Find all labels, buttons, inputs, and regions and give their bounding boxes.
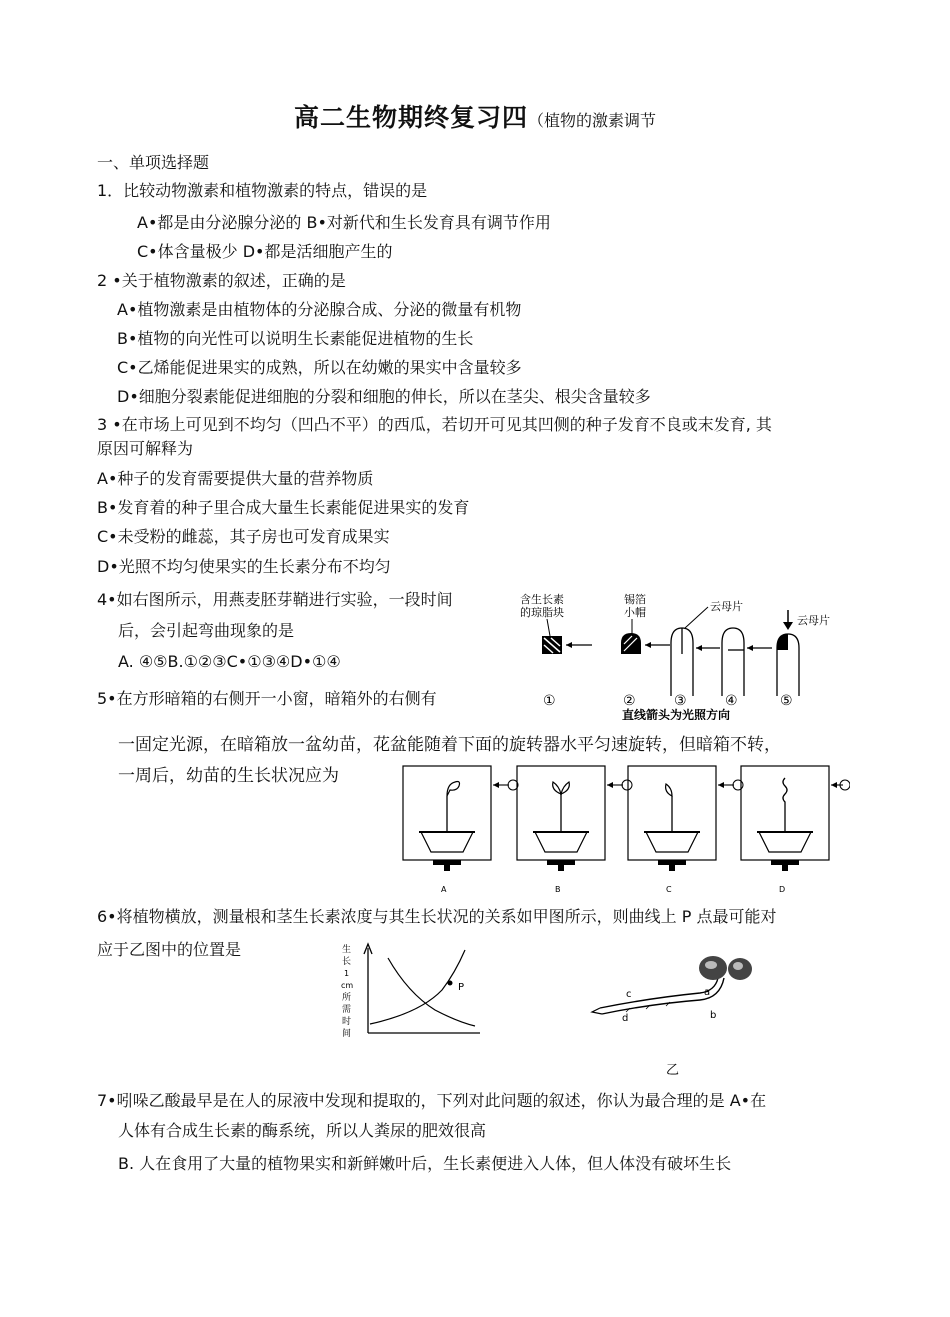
yi-seedling — [592, 956, 752, 1024]
ylabel-char-7: 时 — [342, 1017, 352, 1027]
fig-label-agar-2: 的琼脂块 — [520, 606, 564, 619]
q7-stem-line1: 7•吲哚乙酸最早是在人的尿液中发现和提取的，下列对此问题的叙述，你认为最合理的是 A•在 — [97, 1091, 767, 1110]
curve-stem — [370, 950, 465, 1024]
box-c — [628, 766, 743, 894]
fig-num-3: ③ — [674, 693, 687, 709]
point-b-label: b — [710, 1010, 717, 1021]
q6-figures — [330, 938, 800, 1078]
point-a-label: a — [704, 987, 711, 998]
yi-label: 乙 — [666, 1063, 680, 1078]
q1-options-cd: C•体含量极少 D•都是活细胞产生的 — [137, 242, 393, 261]
q2-option-c: C•乙烯能促进果实的成熟，所以在幼嫩的果实中含量较多 — [117, 358, 522, 377]
ylabel-char-1: 生 — [342, 945, 352, 955]
q2-option-d: D•细胞分裂素能促进细胞的分裂和细胞的伸长，所以在茎尖、根尖含量较多 — [117, 387, 651, 406]
q6-stem-line2: 应于乙图中的位置是 — [97, 940, 242, 959]
fig-num-2: ② — [623, 693, 636, 709]
fig-label-mica-1: 云母片 — [710, 600, 743, 613]
light-arrow-2 — [645, 642, 670, 648]
fig-num-4: ④ — [725, 693, 738, 709]
agar-pointer-line — [547, 619, 550, 636]
q4-stem-line2: 后，会引起弯曲现象的是 — [118, 621, 295, 640]
light-arrow-3 — [696, 645, 720, 651]
point-p — [448, 981, 453, 986]
q5-stem-line2: 一固定光源，在暗箱放一盆幼苗，花盆能随着下面的旋转器水平匀速旋转，但暗箱不转， — [118, 735, 781, 755]
section-heading: 一、单项选择题 — [97, 153, 210, 172]
q6-stem-line1: 6•将植物横放，测量根和茎生长素浓度与其生长状况的关系如甲图所示，则曲线上 P 点最可能对 — [97, 907, 777, 926]
q2-option-a: A•植物激素是由植物体的分泌腺合成、分泌的微量有机物 — [117, 300, 522, 319]
q4-options: A. ④⑤B.①②③C•①③④D•①④ — [118, 652, 341, 671]
box-d-label: D — [779, 885, 786, 894]
title-main: 高二生物期终复习四 — [293, 103, 528, 132]
q4-coleoptile-figure — [500, 588, 850, 720]
fig-label-agar-1: 含生长素 — [520, 593, 564, 606]
point-c-label: c — [626, 989, 632, 1000]
light-arrow-4 — [747, 645, 772, 651]
title-sub: （植物的激素调节 — [528, 111, 657, 130]
q5-stem-line3: 一周后，幼苗的生长状况应为 — [118, 766, 339, 786]
box-b — [517, 766, 632, 894]
mica1-pointer-line — [685, 607, 708, 628]
ylabel-char-8: 间 — [342, 1029, 352, 1039]
q3-option-d: D•光照不均匀使果实的生长素分布不均匀 — [97, 557, 391, 576]
q1-options-ab: A•都是由分泌腺分泌的 B•对新代和生长发育具有调节作用 — [137, 213, 551, 232]
sprout-3-mica — [671, 628, 693, 696]
sprout-2-foil-cap — [621, 633, 641, 654]
ylabel-char-4: cm — [341, 981, 354, 990]
fig-label-foil-2: 小帽 — [624, 606, 646, 619]
q7-option-b: B. 人在食用了大量的植物果实和新鲜嫩叶后，生长素便进入人体，但人体没有破坏生长 — [118, 1154, 732, 1173]
q4-stem-line1: 4•如右图所示，用燕麦胚芽鞘进行实验，一段时间 — [97, 590, 453, 609]
fig-label-mica-2: 云母片 — [797, 614, 830, 627]
sprout-4-mica — [722, 628, 744, 696]
q5-stem: 5•在方形暗箱的右侧开一小窗，暗箱外的右侧有 — [97, 689, 437, 708]
q2-option-b: B•植物的向光性可以说明生长素能促进植物的生长 — [117, 329, 474, 348]
fig-caption: 直线箭头为光照方向 — [622, 708, 731, 720]
box-b-label: B — [555, 885, 561, 894]
point-p-label: P — [458, 982, 465, 993]
q3-option-a: A•种子的发育需要提供大量的营养物质 — [97, 469, 374, 488]
q3-option-b: B•发育着的种子里合成大量生长素能促进果实的发育 — [97, 498, 470, 517]
q3-option-c: C•未受粉的雌蕊，其子房也可发育成果实 — [97, 527, 390, 546]
box-c-label: C — [666, 885, 672, 894]
ylabel-char-6: 需 — [342, 1005, 352, 1015]
page-title — [0, 98, 950, 134]
q5-darkbox-figure — [398, 764, 850, 894]
q1-stem: 1．比较动物激素和植物激素的特点，错误的是 — [97, 181, 428, 200]
q2-stem: 2 •关于植物激素的叙述，正确的是 — [97, 271, 346, 290]
sprout-1-agar-block — [542, 636, 562, 654]
light-arrow-1 — [566, 642, 592, 648]
q3-stem-line1: 3 •在市场上可见到不均匀（凹凸不平）的西瓜，若切开可见其凹侧的种子发育不良或末发育, 其 — [97, 415, 772, 434]
jia-graph — [341, 943, 480, 1039]
fig-num-1: ① — [543, 693, 556, 709]
box-a — [403, 766, 518, 894]
fig-label-foil-1: 锡箔 — [624, 593, 646, 606]
fig-num-5: ⑤ — [780, 693, 793, 709]
box-d — [741, 766, 850, 894]
sprout-5-mica — [777, 610, 799, 696]
q3-stem-line2: 原因可解释为 — [97, 439, 194, 458]
q7-stem-line2: 人体有合成生长素的酶系统，所以人粪尿的肥效很高 — [118, 1121, 487, 1140]
ylabel-char-2: 长 — [342, 957, 352, 967]
ylabel-char-3: 1 — [344, 969, 350, 978]
ylabel-char-5: 所 — [342, 993, 352, 1003]
point-d-label: d — [622, 1013, 629, 1024]
box-a-label: A — [441, 885, 447, 894]
